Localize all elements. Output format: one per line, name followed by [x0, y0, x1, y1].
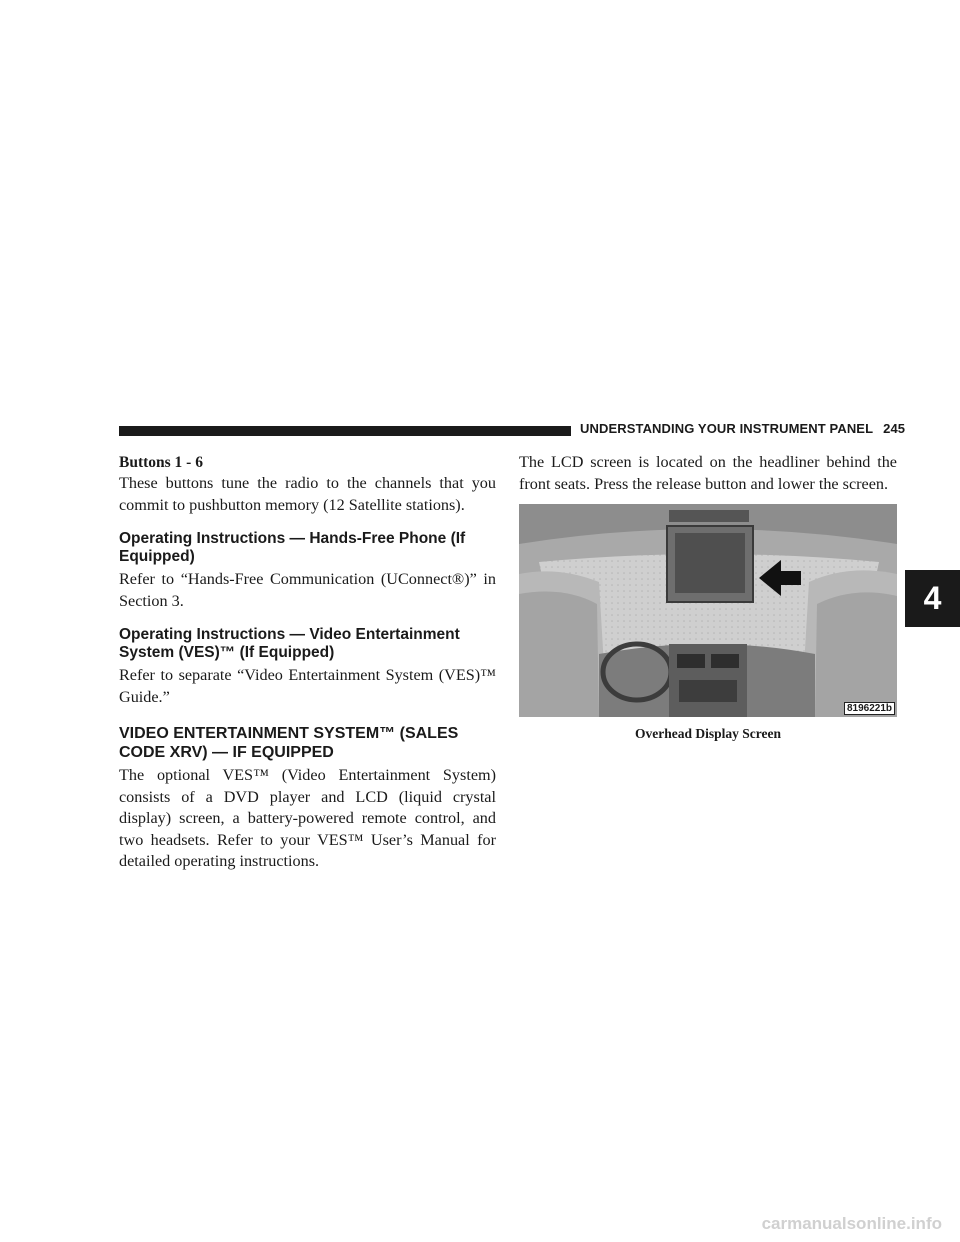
watermark: carmanualsonline.info — [761, 1214, 942, 1233]
overhead-display-figure — [519, 504, 897, 717]
header-rule — [119, 426, 571, 436]
buttons-paragraph: These buttons tune the radio to the channels that you commit to pushbutton memory (12 Satellite stations). — [119, 474, 496, 514]
ves-heading: Operating Instructions — Video Entertainment System (VES)™ (If Equipped) — [119, 626, 460, 661]
left-column — [119, 452, 496, 873]
figure-id-label: 8196221b — [844, 702, 895, 715]
running-header — [580, 421, 905, 436]
phone-heading: Operating Instructions — Hands-Free Phone (If Equipped) — [119, 530, 466, 565]
figure-caption: Overhead Display Screen — [635, 726, 781, 741]
vehicle-interior-illustration — [519, 504, 897, 717]
chapter-tab: 4 — [905, 570, 960, 627]
right-column — [519, 452, 897, 742]
section-paragraph: The optional VES™ (Video Entertainment System) consists of a DVD player and LCD (liquid crystal display) screen, a battery-powered remote control, and two headsets. Refer to your VES™ User’s Manual for detailed operating instructions. — [119, 766, 496, 870]
section-title: UNDERSTANDING YOUR INSTRUMENT PANEL — [580, 421, 874, 436]
intro-paragraph: The LCD screen is located on the headliner behind the front seats. Press the release button and lower the screen. — [519, 453, 897, 493]
phone-paragraph: Refer to “Hands-Free Communication (UConnect®)” in Section 3. — [119, 570, 496, 610]
buttons-heading: Buttons 1 - 6 — [119, 454, 203, 471]
page-number: 245 — [883, 421, 906, 436]
section-heading: VIDEO ENTERTAINMENT SYSTEM™ (SALES CODE XRV) — IF EQUIPPED — [119, 725, 459, 761]
ves-paragraph: Refer to separate “Video Entertainment System (VES)™ Guide.” — [119, 666, 496, 706]
